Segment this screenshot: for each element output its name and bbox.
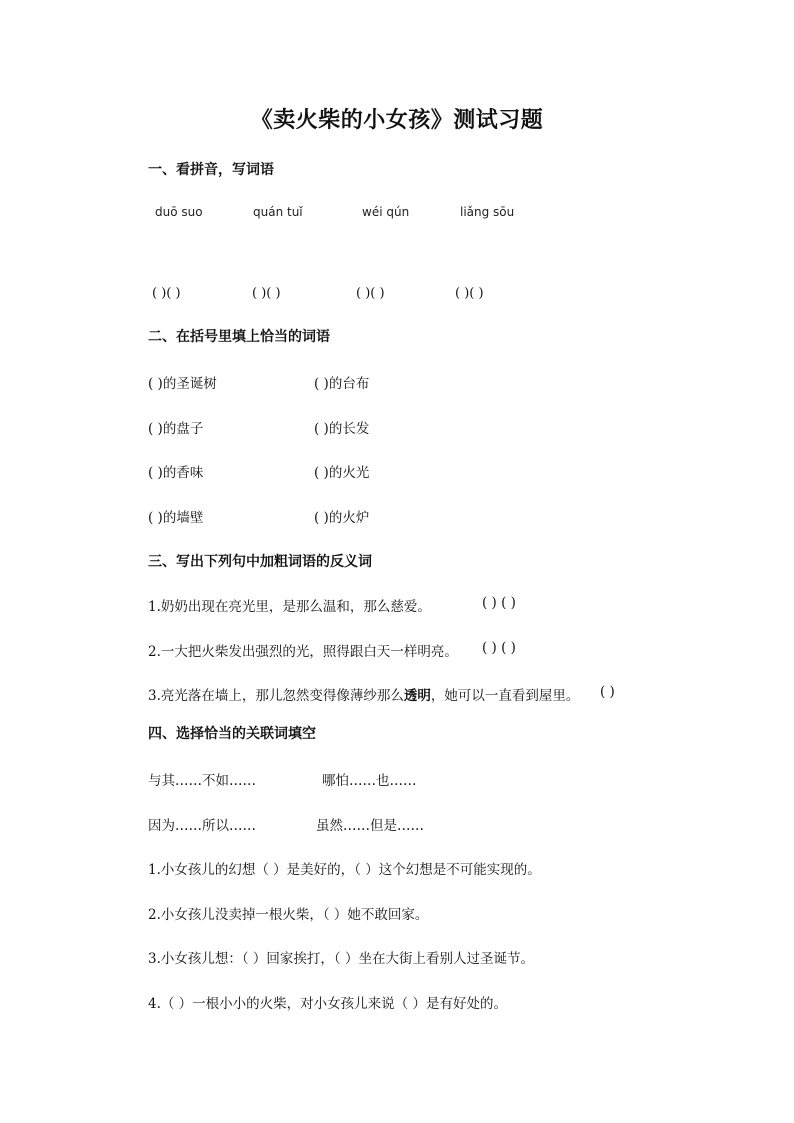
fill-item[interactable]: ( )的香味 xyxy=(148,465,204,481)
question-item[interactable]: 4.（ ）一根小小的火柴，对小女孩儿来说（ ）是有好处的。 xyxy=(148,996,507,1012)
answer-blank-3[interactable]: ( )( ) xyxy=(356,286,385,301)
question-item[interactable]: 2.小女孩儿没卖掉一根火柴，（ ）她不敢回家。 xyxy=(148,907,429,923)
answer-blank-2[interactable]: ( )( ) xyxy=(252,286,281,301)
answer-blank[interactable]: ( ) ( ) xyxy=(482,595,516,611)
pinyin-2: quán tuǐ xyxy=(253,205,303,219)
answer-blank[interactable]: ( ) ( ) xyxy=(482,640,516,656)
conjunction-option: 虽然……但是…… xyxy=(316,818,424,834)
page-title: 《卖火柴的小女孩》测试习题 xyxy=(250,107,544,133)
fill-item[interactable]: ( )的盘子 xyxy=(148,421,204,437)
pinyin-1: duō suo xyxy=(155,205,203,219)
conjunction-option: 与其……不如…… xyxy=(148,773,256,789)
question-text: 1.奶奶出现在亮光里，是那么温和，那么慈爱。 xyxy=(148,599,431,615)
pinyin-3: wéi qún xyxy=(362,205,410,219)
conjunction-option: 因为……所以…… xyxy=(148,818,256,834)
question-item[interactable]: 3.小女孩儿想：（ ）回家挨打，（ ）坐在大街上看别人过圣诞节。 xyxy=(148,951,534,967)
question-item[interactable]: 1.小女孩儿的幻想（ ）是美好的，（ ）这个幻想是不可能实现的。 xyxy=(148,862,541,878)
section-1-heading: 一、看拼音，写词语 xyxy=(148,162,274,178)
section-2-heading: 二、在括号里填上恰当的词语 xyxy=(148,329,330,345)
fill-item[interactable]: ( )的墙壁 xyxy=(148,510,204,526)
section-4-heading: 四、选择恰当的关联词填空 xyxy=(148,726,316,742)
fill-item[interactable]: ( )的火光 xyxy=(314,465,370,481)
answer-blank-4[interactable]: ( )( ) xyxy=(455,286,484,301)
answer-blank[interactable]: ( ) xyxy=(600,684,615,700)
question-text: 3.亮光落在墙上，那儿忽然变得像薄纱那么透明，她可以一直看到屋里。 xyxy=(148,688,580,704)
conjunction-option: 哪怕……也…… xyxy=(322,773,417,789)
section-3-heading: 三、写出下列句中加粗词语的反义词 xyxy=(148,554,372,570)
question-text: 2.一大把火柴发出强烈的光，照得跟白天一样明亮。 xyxy=(148,644,458,660)
fill-item[interactable]: ( )的圣诞树 xyxy=(148,376,217,392)
fill-item[interactable]: ( )的长发 xyxy=(314,421,370,437)
fill-item[interactable]: ( )的台布 xyxy=(314,376,370,392)
fill-item[interactable]: ( )的火炉 xyxy=(314,510,370,526)
answer-blank-1[interactable]: ( )( ) xyxy=(152,286,181,301)
pinyin-4: liǎng sōu xyxy=(460,205,515,219)
bold-word: 透明 xyxy=(403,688,431,704)
